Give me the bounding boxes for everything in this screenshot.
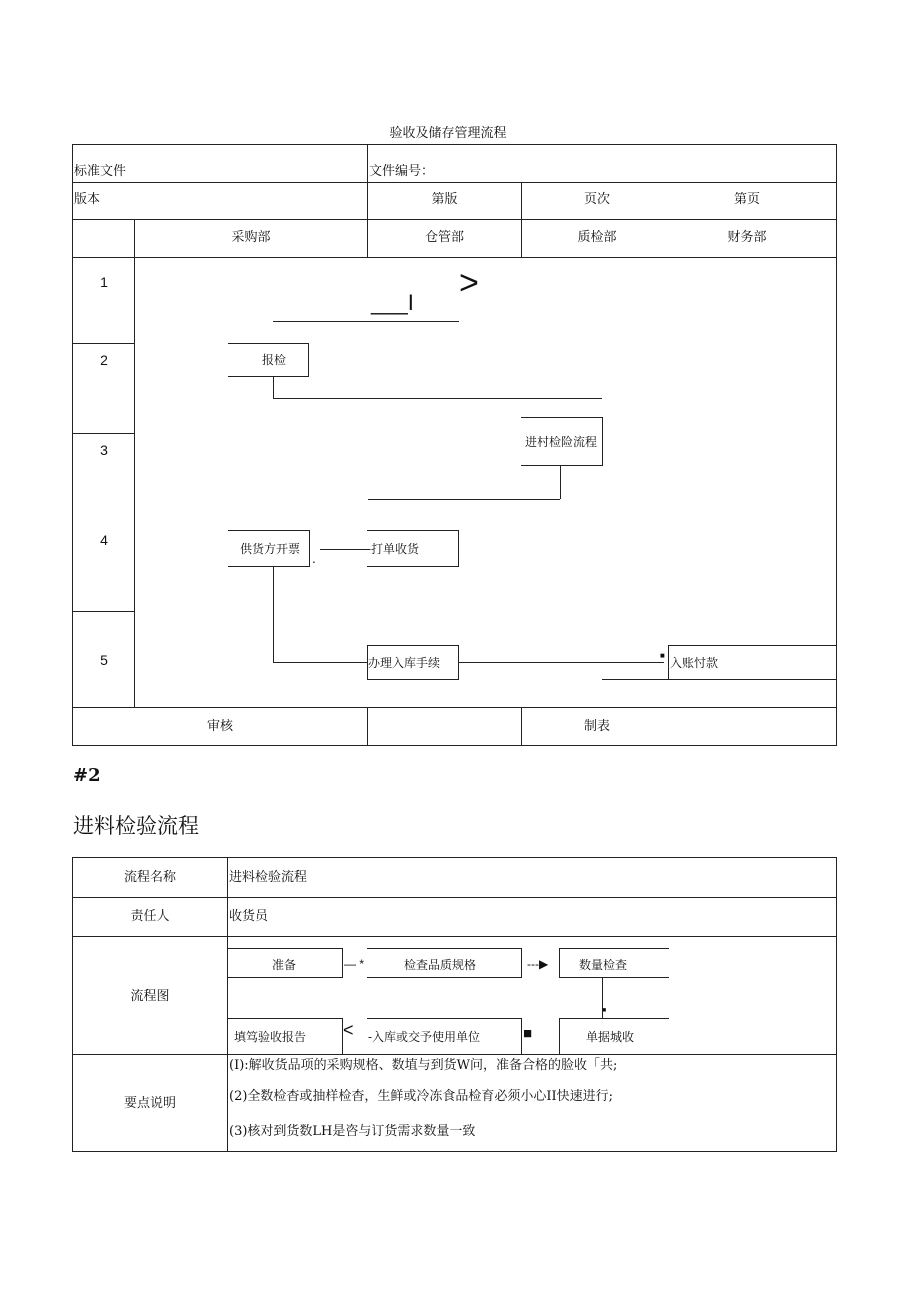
supplier-invoice-label: 供货方开票: [240, 542, 301, 556]
table2-bottom-border: [72, 1151, 837, 1152]
std-doc-label: 标准文件: [74, 164, 127, 179]
dot-mark: .: [312, 552, 316, 566]
table1-top-border: [72, 144, 837, 145]
arrow-right-icon: ---▶: [527, 957, 549, 971]
notes-label: 要点说明: [123, 1096, 176, 1111]
table1-col-line: [367, 707, 368, 745]
check-spec-label: 检查品质规格: [404, 958, 477, 972]
table1-row-line: [72, 182, 837, 183]
square-marker: ■: [660, 651, 665, 660]
fill-report-label: 填笃验收报告: [234, 1030, 307, 1044]
arrow-left-icon: <: [343, 1020, 354, 1040]
posting-label: 入账忖款: [670, 656, 719, 670]
qty-check-label: 数量检查: [579, 958, 628, 972]
flow-line: [602, 679, 669, 680]
flow-line: [273, 567, 274, 662]
to-store-label: -入库或交予使用单位: [368, 1030, 481, 1044]
table1-row-line: [72, 707, 837, 708]
flow-line: [459, 662, 664, 663]
step1-bar-mark: ___I: [371, 290, 414, 315]
small-square-marker: ■: [602, 1007, 607, 1014]
note-3: (3)核对到货数LH是咨与订货需求数量一致: [229, 1124, 476, 1139]
table2-row-line: [72, 1054, 837, 1055]
flowchart-label: 流程图: [130, 989, 170, 1004]
table2-col-line: [227, 857, 228, 1151]
doc-no-label: 文件编号：: [369, 164, 435, 179]
step-row-line: [72, 343, 134, 344]
doc-receipt-label: 单据城收: [586, 1030, 635, 1044]
step-3: 3: [100, 442, 108, 458]
inspect-report-label: 报检: [262, 353, 287, 367]
table2-row-line: [72, 936, 837, 937]
table2-right-border: [836, 857, 837, 1151]
flow-line: [320, 549, 368, 550]
flow-line: [273, 662, 368, 663]
step-column-line: [134, 219, 135, 707]
prepare-label: 准备: [272, 958, 297, 972]
table1-row-line: [72, 219, 837, 220]
flow-line: [273, 398, 602, 399]
owner-label: 责任人: [130, 909, 170, 924]
arrow-right-icon: >: [459, 264, 479, 302]
dept-finance: 财务部: [727, 230, 767, 245]
table1-bottom-border: [72, 745, 837, 746]
prepared-label: 制表: [583, 719, 610, 734]
dept-purchasing: 采购部: [231, 230, 271, 245]
step-row-line: [72, 433, 134, 434]
doc1-title: 验收及储存管理流程: [389, 126, 507, 141]
square-marker: ■: [523, 1025, 533, 1042]
page-label: 页次: [583, 192, 610, 207]
step-row-line: [72, 611, 134, 612]
edition-label: 第版: [431, 192, 458, 207]
step-4: 4: [100, 532, 108, 548]
flow-line: [560, 466, 561, 499]
process-name-value: 进料检验流程: [229, 870, 308, 885]
step-1: 1: [100, 274, 108, 290]
warehousing-label: 办理入库手续: [368, 656, 441, 670]
version-label: 版本: [74, 192, 101, 207]
review-label: 审核: [206, 719, 233, 734]
step-2: 2: [100, 352, 108, 368]
table1-row-line: [72, 257, 837, 258]
incoming-inspection-label: 进村检险流程: [525, 435, 598, 449]
flow-line: [368, 499, 560, 500]
doc2-title: 进料检验流程: [73, 814, 199, 838]
flow-line: [273, 377, 274, 398]
note-2: (2)全数检杳或抽样检杳，生鲜或冷冻食品检育必须小心II快速进行;: [229, 1089, 614, 1104]
dept-qc: 质检部: [577, 230, 617, 245]
page-no-label: 第页: [733, 192, 760, 207]
print-receipt-label: -打单收货: [367, 542, 420, 556]
table2-row-line: [72, 897, 837, 898]
note-1: (I):解收货品项的采购规格、数埴与到货W问，准备合格的脸收「共;: [229, 1058, 618, 1073]
flow-line: [273, 321, 459, 322]
process-name-label: 流程名称: [123, 870, 176, 885]
owner-value: 收货员: [229, 909, 269, 924]
step-5: 5: [100, 652, 108, 668]
dash-star-connector: — *: [344, 957, 365, 971]
dept-warehouse: 仓管部: [424, 230, 464, 245]
table2-top-border: [72, 857, 837, 858]
table1-left-border: [72, 144, 73, 745]
section-number: #2: [73, 765, 101, 786]
